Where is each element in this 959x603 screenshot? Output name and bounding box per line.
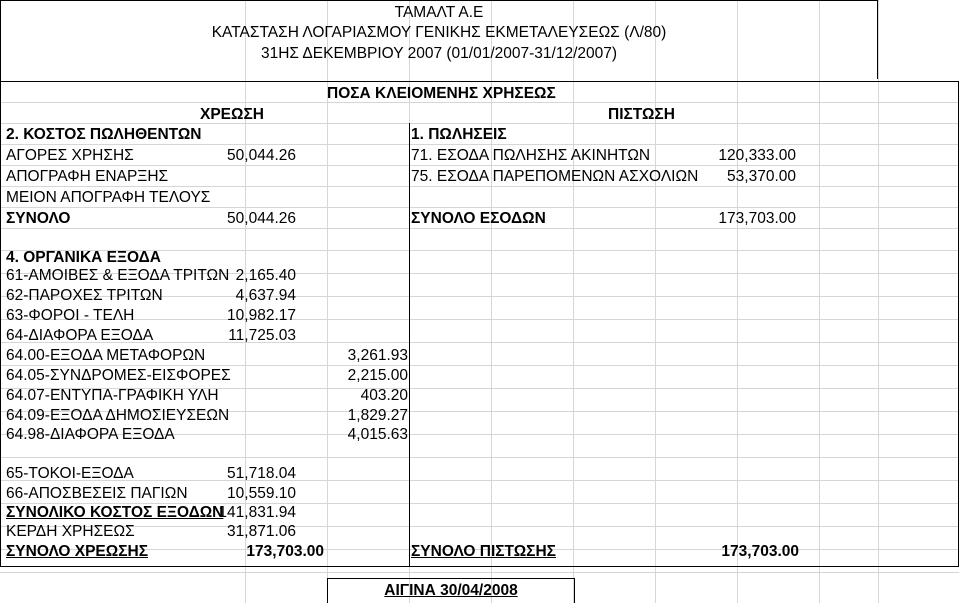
sales-total-value: 173,703.00 bbox=[718, 210, 796, 227]
border bbox=[409, 123, 410, 567]
total-cost-label: ΣΥΝΟΛΙΚΟ ΚΟΣΤΟΣ ΕΞΟΔΩΝ bbox=[6, 504, 224, 521]
sales-item-value: 53,370.00 bbox=[727, 168, 796, 185]
gridline bbox=[0, 572, 959, 573]
gridline bbox=[0, 480, 959, 481]
other-item-value: 10,559.10 bbox=[227, 485, 296, 502]
report-title: ΚΑΤΑΣΤΑΣΗ ΛΟΓΑΡΙΑΣΜΟΥ ΓΕΝΙΚΗΣ ΕΚΜΕΤΑΛΕΥΣΕΩΣ (Λ/80) bbox=[211, 24, 667, 41]
report-period: 31ΗΣ ΔΕΚΕΜΒΡΙΟΥ 2007 (01/01/2007-31/12/2007) bbox=[260, 45, 618, 62]
sales-item-label: 75. ΕΣΟΔΑ ΠΑΡΕΠΟΜΕΝΩΝ ΑΣΧΟΛΙΩΝ bbox=[411, 168, 699, 185]
credit-total-value: 173,703.00 bbox=[721, 543, 799, 560]
organic-item-label: 63-ΦΟΡΟΙ - ΤΕΛΗ bbox=[6, 307, 135, 324]
gridline bbox=[573, 0, 574, 603]
organic-item-value: 2,165.40 bbox=[235, 267, 296, 284]
border bbox=[0, 0, 878, 1]
gridline bbox=[737, 0, 738, 603]
sales-title: 1. ΠΩΛΗΣΕΙΣ bbox=[411, 126, 507, 143]
gridline bbox=[0, 526, 959, 527]
border bbox=[327, 578, 575, 579]
profit-label: ΚΕΡΔΗ ΧΡΗΣΕΩΣ bbox=[6, 523, 135, 540]
credit-header: ΠΙΣΤΩΣΗ bbox=[608, 106, 675, 123]
purchases-value: 50,044.26 bbox=[227, 147, 296, 164]
sales-item-label: 71. ΕΣΟΔΑ ΠΩΛΗΣΗΣ ΑΚΙΝΗΤΩΝ bbox=[411, 147, 651, 164]
detail-item-label: 64.00-ΕΞΟΔΑ ΜΕΤΑΦΟΡΩΝ bbox=[6, 347, 206, 364]
footer-place-date: ΑΙΓΙΝΑ 30/04/2008 bbox=[384, 582, 518, 599]
border bbox=[0, 0, 1, 567]
border bbox=[0, 566, 959, 567]
detail-item-label: 64.05-ΣΥΝΔΡΟΜΕΣ-ΕΙΣΦΟΡΕΣ bbox=[6, 367, 231, 384]
total-cost-value: 141,831.94 bbox=[218, 504, 296, 521]
section-title: ΠΟΣΑ ΚΛΕΙΟΜΕΝΗΣ ΧΡΗΣΕΩΣ bbox=[327, 85, 556, 102]
debit-total-value: 173,703.00 bbox=[246, 543, 324, 560]
organic-title: 4. ΟΡΓΑΝΙΚΑ ΕΞΟΔΑ bbox=[6, 249, 161, 266]
detail-item-label: 64.09-ΕΞΟΔΑ ΔΗΜΟΣΙΕΥΣΕΩΝ bbox=[6, 407, 230, 424]
gridline bbox=[0, 457, 959, 458]
purchases-label: ΑΓΟΡΕΣ ΧΡΗΣΗΣ bbox=[6, 147, 134, 164]
detail-item-value: 1,829.27 bbox=[347, 407, 408, 424]
debit-total-label: ΣΥΝΟΛΟ ΧΡΕΩΣΗΣ bbox=[6, 543, 148, 560]
debit-header: ΧΡΕΩΣΗ bbox=[200, 106, 264, 123]
detail-item-value: 3,261.93 bbox=[347, 347, 408, 364]
gridline bbox=[878, 0, 879, 603]
cogs-total-label: ΣΥΝΟΛΟ bbox=[6, 210, 71, 227]
organic-item-label: 61-ΑΜΟΙΒΕΣ & ΕΞΟΔΑ ΤΡΙΤΩΝ bbox=[6, 267, 230, 284]
detail-item-value: 403.20 bbox=[360, 387, 408, 404]
sales-total-label: ΣΥΝΟΛΟ ΕΣΟΔΩΝ bbox=[411, 210, 546, 227]
profit-value: 31,871.06 bbox=[227, 523, 296, 540]
cogs-title: 2. ΚΟΣΤΟΣ ΠΩΛΗΘΕΝΤΩΝ bbox=[6, 126, 202, 143]
detail-item-label: 64.07-ΕΝΤΥΠΑ-ΓΡΑΦΙΚΗ ΥΛΗ bbox=[6, 387, 219, 404]
organic-item-value: 4,637.94 bbox=[235, 287, 296, 304]
gridline bbox=[0, 319, 959, 320]
sales-item-value: 120,333.00 bbox=[718, 147, 796, 164]
border bbox=[0, 81, 959, 82]
cogs-total-value: 50,044.26 bbox=[227, 210, 296, 227]
detail-item-value: 2,215.00 bbox=[347, 367, 408, 384]
gridline bbox=[0, 123, 959, 124]
credit-total-label: ΣΥΝΟΛΟ ΠΙΣΤΩΣΗΣ bbox=[411, 543, 556, 560]
detail-item-value: 4,015.63 bbox=[347, 426, 408, 443]
other-item-label: 66-ΑΠΟΣΒΕΣΕΙΣ ΠΑΓΙΩΝ bbox=[6, 485, 188, 502]
other-item-label: 65-ΤΟΚΟΙ-ΕΞΟΔΑ bbox=[6, 465, 134, 482]
closing-inventory-label: ΜΕΙΟΝ ΑΠΟΓΡΑΦΗ ΤΕΛΟΥΣ bbox=[6, 189, 211, 206]
organic-item-value: 11,725.03 bbox=[228, 327, 296, 344]
detail-item-label: 64.98-ΔΙΑΦΟΡΑ ΕΞΟΔΑ bbox=[6, 426, 175, 443]
gridline bbox=[819, 0, 820, 603]
organic-item-value: 10,982.17 bbox=[227, 307, 296, 324]
other-item-value: 51,718.04 bbox=[227, 465, 296, 482]
gridline bbox=[655, 0, 656, 603]
organic-item-label: 62-ΠΑΡΟΧΕΣ ΤΡΙΤΩΝ bbox=[6, 287, 163, 304]
opening-inventory-label: ΑΠΟΓΡΑΦΗ ΕΝΑΡΞΗΣ bbox=[6, 168, 169, 185]
organic-item-label: 64-ΔΙΑΦΟΡΑ ΕΞΟΔΑ bbox=[6, 327, 154, 344]
company-name: ΤΑΜΑΛΤ Α.Ε bbox=[394, 4, 484, 21]
